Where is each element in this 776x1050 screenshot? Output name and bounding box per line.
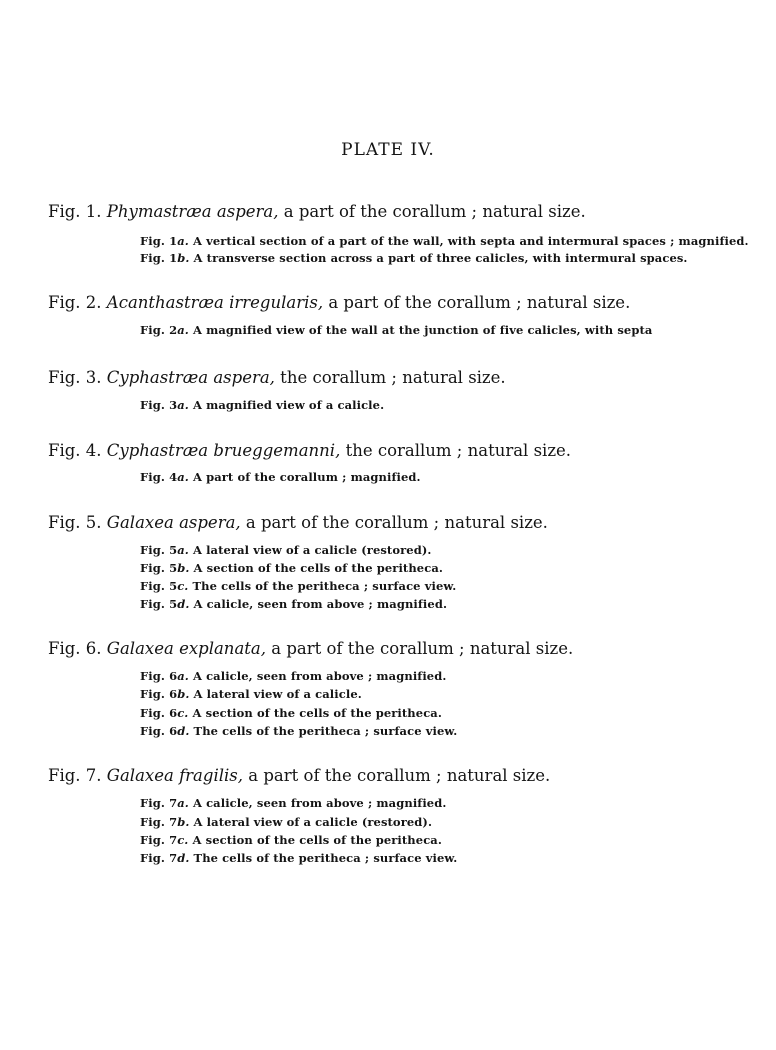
sub-figure-text: A lateral view of a calicle (restored). <box>193 815 433 829</box>
sub-figure-text: The cells of the peritheca ; surface view. <box>193 851 458 865</box>
sub-figure-letter: d. <box>177 724 190 738</box>
sub-figure-text: The cells of the peritheca ; surface view. <box>192 579 457 593</box>
figure-number: Fig. 4. <box>48 441 102 460</box>
species-name: Phymastræa aspera, <box>106 202 279 221</box>
sub-figure-caption <box>140 251 770 265</box>
sub-figure-letter: b. <box>177 561 190 575</box>
sub-figure-letter: b. <box>177 687 190 701</box>
sub-figure-caption <box>140 669 770 683</box>
sub-figure-caption <box>140 470 770 484</box>
sub-figure-number: Fig. 5 <box>140 561 178 575</box>
sub-figure-letter: a. <box>177 323 189 337</box>
figure-caption <box>48 293 768 312</box>
sub-figure-number: Fig. 1 <box>140 251 178 265</box>
species-name: Cyphastræa aspera, <box>106 368 275 387</box>
figure-number: Fig. 7. <box>48 766 102 785</box>
figure-caption <box>48 368 768 387</box>
figure-caption <box>48 639 768 658</box>
sub-figure-number: Fig. 7 <box>140 815 178 829</box>
sub-figure-text: A section of the cells of the peritheca. <box>192 706 442 720</box>
sub-figure-letter: a. <box>177 398 189 412</box>
species-name: Acanthastræa irregularis, <box>106 293 324 312</box>
sub-figure-number: Fig. 5 <box>140 543 178 557</box>
figure-caption <box>48 766 768 785</box>
sub-figure-number: Fig. 6 <box>140 687 178 701</box>
sub-figure-text: A magnified view of the wall at the junction of five calicles, with septa <box>192 323 653 337</box>
sub-figure-number: Fig. 7 <box>140 851 178 865</box>
sub-figure-caption <box>140 579 770 593</box>
sub-figure-letter: d. <box>177 597 190 611</box>
sub-figure-caption <box>140 234 770 248</box>
sub-figure-text: A vertical section of a part of the wall, with septa and intermural spaces ; magnified. <box>192 234 749 248</box>
sub-figure-letter: d. <box>177 851 190 865</box>
sub-figure-number: Fig. 7 <box>140 833 178 847</box>
sub-figure-letter: a. <box>177 470 189 484</box>
plate-title: PLATE IV. <box>341 140 435 160</box>
sub-figure-number: Fig. 2 <box>140 323 178 337</box>
sub-figure-text: A section of the cells of the peritheca. <box>193 561 443 575</box>
sub-figure-text: A transverse section across a part of three calicles, with intermural spaces. <box>193 251 688 265</box>
sub-figure-caption <box>140 833 770 847</box>
sub-figure-letter: b. <box>177 815 190 829</box>
figure-description: a part of the corallum ; natural size. <box>266 639 574 658</box>
sub-figure-caption <box>140 796 770 810</box>
sub-figure-text: A section of the cells of the peritheca. <box>192 833 442 847</box>
sub-figure-text: A calicle, seen from above ; magnified. <box>192 669 447 683</box>
sub-figure-letter: a. <box>177 543 189 557</box>
sub-figure-letter: a. <box>177 234 189 248</box>
figure-caption <box>48 513 768 532</box>
sub-figure-caption <box>140 597 770 611</box>
figure-number: Fig. 2. <box>48 293 102 312</box>
sub-figure-number: Fig. 7 <box>140 796 178 810</box>
sub-figure-caption <box>140 706 770 720</box>
sub-figure-letter: c. <box>177 706 189 720</box>
sub-figure-letter: a. <box>177 796 189 810</box>
sub-figure-number: Fig. 4 <box>140 470 178 484</box>
sub-figure-text: A magnified view of a calicle. <box>192 398 385 412</box>
sub-figure-text: A calicle, seen from above ; magnified. <box>192 796 447 810</box>
figure-number: Fig. 6. <box>48 639 102 658</box>
figure-description: a part of the corallum ; natural size. <box>323 293 631 312</box>
sub-figure-number: Fig. 6 <box>140 724 178 738</box>
figure-description: the corallum ; natural size. <box>340 441 572 460</box>
sub-figure-caption <box>140 323 770 337</box>
sub-figure-caption <box>140 687 770 701</box>
species-name: Cyphastræa brueggemanni, <box>106 441 341 460</box>
sub-figure-number: Fig. 5 <box>140 579 178 593</box>
figure-caption <box>48 202 768 221</box>
figure-description: the corallum ; natural size. <box>274 368 506 387</box>
sub-figure-number: Fig. 1 <box>140 234 178 248</box>
sub-figure-number: Fig. 6 <box>140 669 178 683</box>
sub-figure-letter: c. <box>177 833 189 847</box>
sub-figure-caption <box>140 543 770 557</box>
sub-figure-text: A part of the corallum ; magnified. <box>192 470 421 484</box>
sub-figure-text: A calicle, seen from above ; magnified. <box>193 597 448 611</box>
sub-figure-caption <box>140 561 770 575</box>
sub-figure-text: The cells of the peritheca ; surface view. <box>193 724 458 738</box>
sub-figure-letter: a. <box>177 669 189 683</box>
figure-number: Fig. 3. <box>48 368 102 387</box>
sub-figure-text: A lateral view of a calicle. <box>193 687 362 701</box>
sub-figure-number: Fig. 3 <box>140 398 178 412</box>
figure-description: a part of the corallum ; natural size. <box>240 513 548 532</box>
sub-figure-number: Fig. 5 <box>140 597 178 611</box>
sub-figure-caption <box>140 815 770 829</box>
sub-figure-caption <box>140 851 770 865</box>
figure-description: a part of the corallum ; natural size. <box>243 766 551 785</box>
sub-figure-letter: b. <box>177 251 190 265</box>
sub-figure-letter: c. <box>177 579 189 593</box>
figure-number: Fig. 5. <box>48 513 102 532</box>
figure-number: Fig. 1. <box>48 202 102 221</box>
species-name: Galaxea explanata, <box>106 639 266 658</box>
species-name: Galaxea aspera, <box>106 513 241 532</box>
species-name: Galaxea fragilis, <box>106 766 244 785</box>
sub-figure-caption <box>140 724 770 738</box>
figure-caption <box>48 441 768 460</box>
sub-figure-caption <box>140 398 770 412</box>
figure-description: a part of the corallum ; natural size. <box>278 202 586 221</box>
sub-figure-number: Fig. 6 <box>140 706 178 720</box>
sub-figure-text: A lateral view of a calicle (restored). <box>192 543 432 557</box>
